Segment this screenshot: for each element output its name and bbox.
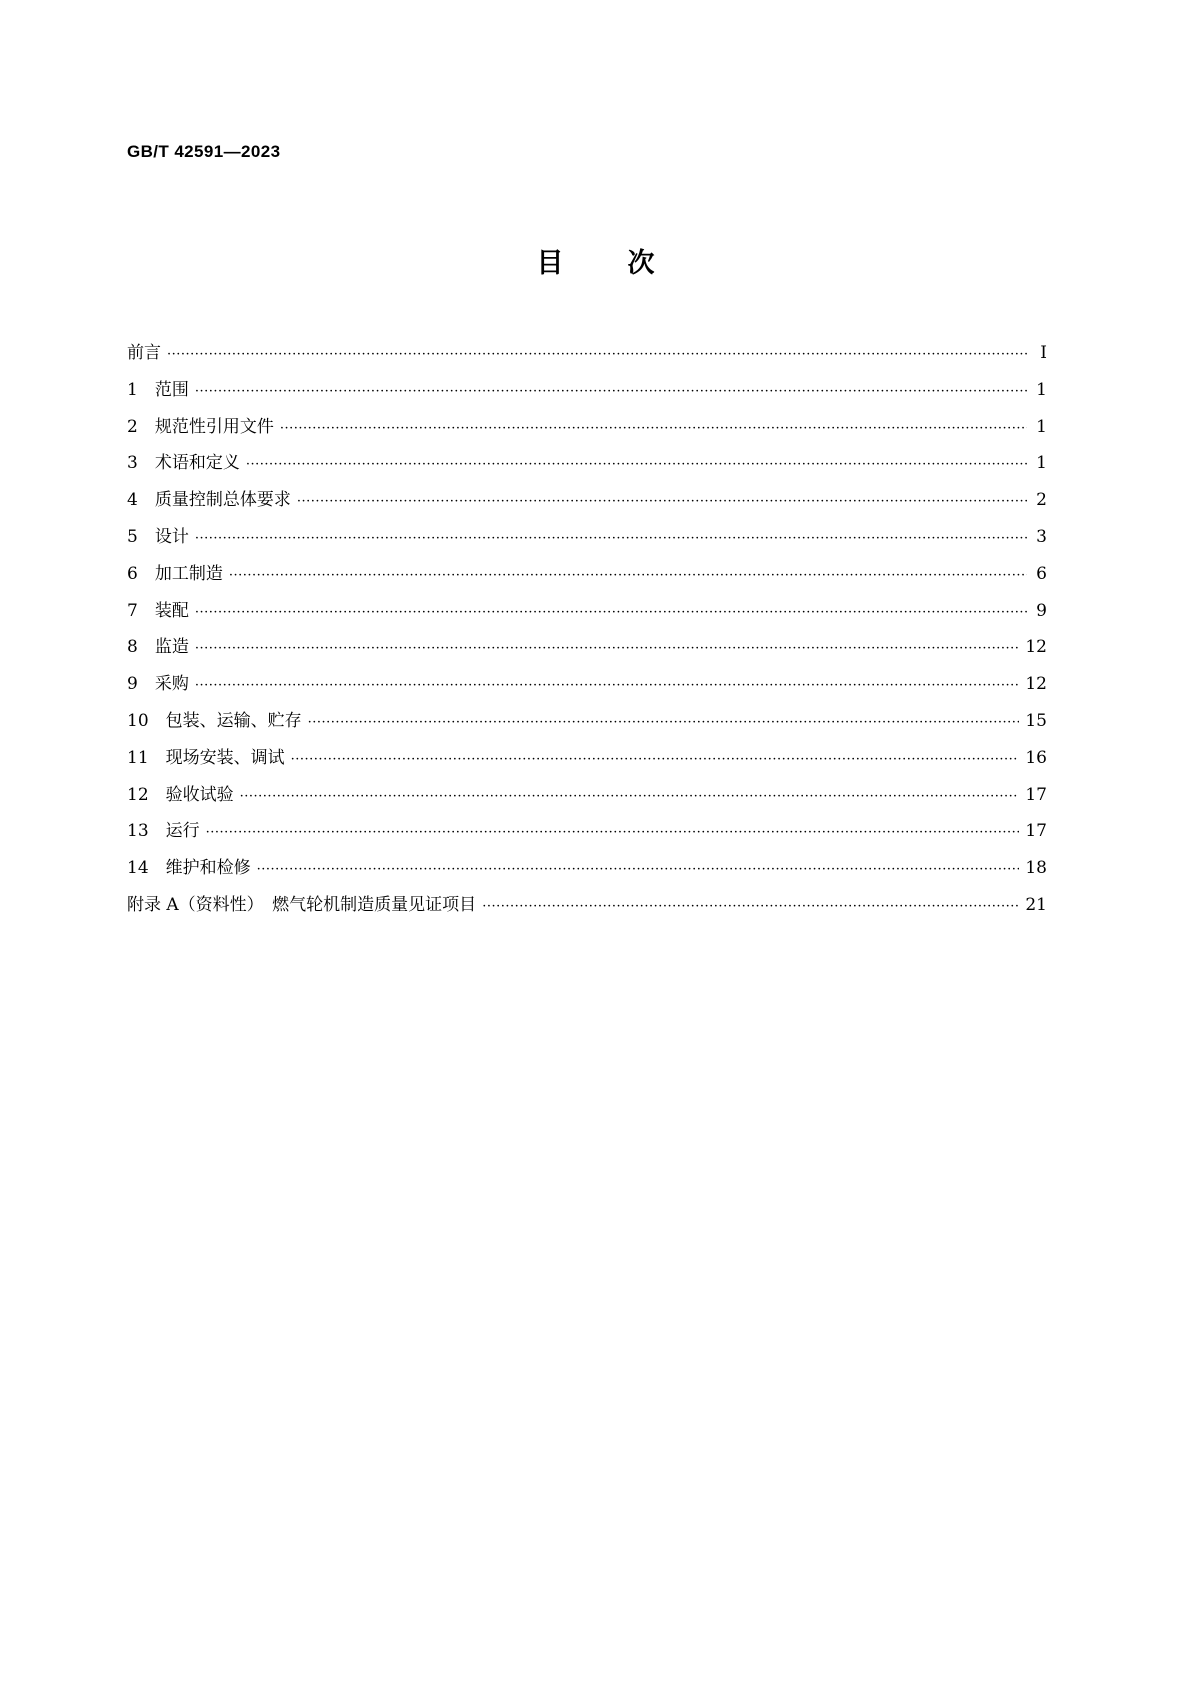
toc-entry-label: 10 包装、运输、贮存 <box>127 710 302 731</box>
toc-entry-8[interactable] <box>127 632 1047 669</box>
toc-entry-label: 5 设计 <box>127 526 189 547</box>
toc-entry-page: 2 <box>1036 490 1047 511</box>
table-of-contents <box>127 338 1047 927</box>
toc-entry-label: 11 现场安装、调试 <box>127 747 285 768</box>
toc-entry-label: 1 范围 <box>127 379 189 400</box>
toc-entry-14[interactable] <box>127 853 1047 890</box>
toc-entry-page: 17 <box>1025 821 1047 842</box>
dot-leader <box>240 789 1020 804</box>
toc-entry-2[interactable] <box>127 412 1047 449</box>
dot-leader <box>246 457 1027 472</box>
dot-leader <box>206 825 1020 840</box>
toc-entry-7[interactable] <box>127 596 1047 633</box>
dot-leader <box>195 641 1020 656</box>
standard-number: GB/T 42591—2023 <box>127 142 281 161</box>
toc-entry-label: 9 采购 <box>127 674 189 695</box>
toc-entry-label: 前言 <box>127 343 161 363</box>
toc-entry-page: 18 <box>1025 858 1047 879</box>
dot-leader <box>167 347 1027 362</box>
dot-leader <box>195 531 1027 546</box>
toc-entry-label: 2 规范性引用文件 <box>127 416 274 437</box>
toc-entry-3[interactable] <box>127 448 1047 485</box>
toc-entry-page: 1 <box>1036 453 1047 474</box>
dot-leader <box>482 899 1019 914</box>
toc-entry-4[interactable] <box>127 485 1047 522</box>
dot-leader <box>280 421 1027 436</box>
toc-entry-foreword[interactable] <box>127 338 1047 375</box>
toc-entry-page: 15 <box>1025 710 1047 731</box>
toc-entry-label: 7 装配 <box>127 600 189 621</box>
toc-entry-page: 3 <box>1036 526 1047 547</box>
toc-entry-page: 12 <box>1025 674 1047 695</box>
toc-entry-page: 16 <box>1025 747 1047 768</box>
toc-entry-label: 3 术语和定义 <box>127 453 240 474</box>
toc-entry-label: 13 运行 <box>127 821 200 842</box>
toc-entry-page: 6 <box>1036 563 1047 584</box>
toc-entry-page: 12 <box>1025 637 1047 658</box>
toc-entry-6[interactable] <box>127 559 1047 596</box>
toc-entry-page: 21 <box>1025 894 1047 915</box>
toc-entry-13[interactable] <box>127 816 1047 853</box>
dot-leader <box>195 678 1020 693</box>
toc-entry-12[interactable] <box>127 780 1047 817</box>
dot-leader <box>195 384 1027 399</box>
toc-entry-page: 17 <box>1025 784 1047 805</box>
toc-entry-label: 14 维护和检修 <box>127 858 251 879</box>
toc-entry-page: 1 <box>1036 416 1047 437</box>
toc-entry-label: 6 加工制造 <box>127 563 223 584</box>
toc-entry-label: 8 监造 <box>127 637 189 658</box>
toc-entry-page: 9 <box>1036 600 1047 621</box>
toc-entry-label: 12 验收试验 <box>127 784 234 805</box>
toc-entry-9[interactable] <box>127 669 1047 706</box>
toc-entry-label: 4 质量控制总体要求 <box>127 490 291 511</box>
toc-entry-5[interactable] <box>127 522 1047 559</box>
toc-entry-page: Ⅰ <box>1040 343 1047 363</box>
dot-leader <box>257 862 1020 877</box>
dot-leader <box>229 568 1027 583</box>
toc-entry-10[interactable] <box>127 706 1047 743</box>
dot-leader <box>297 494 1027 509</box>
toc-entry-page: 1 <box>1036 379 1047 400</box>
page-title: 目次 <box>536 248 719 279</box>
toc-entry-1[interactable] <box>127 375 1047 412</box>
dot-leader <box>308 715 1020 730</box>
dot-leader <box>291 752 1020 767</box>
toc-entry-label: 附录 A（资料性） 燃气轮机制造质量见证项目 <box>127 894 477 915</box>
dot-leader <box>195 605 1027 620</box>
toc-entry-appendix-a[interactable] <box>127 890 1047 927</box>
toc-entry-11[interactable] <box>127 743 1047 780</box>
